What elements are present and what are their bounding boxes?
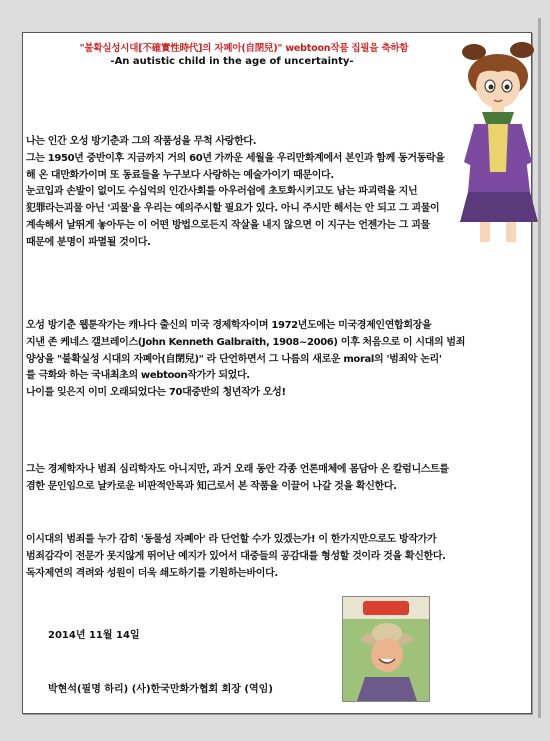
paragraph-line: 이시대의 범죄를 누가 감히 '동물성 자폐아' 라 단언할 수가 있겠는가! 이 한가지만으로도 방작가가 xyxy=(26,534,437,545)
paragraph-intro xyxy=(26,134,488,252)
paragraph-line: 독자제연의 격려와 성원이 더욱 쇄도하기를 기원하는바이다. xyxy=(26,567,278,579)
paragraph-line: 양상을 "불확실성 시대의 자폐아(自閉兒)" 라 단언하면서 그 나름의 새로운 moral의 '범죄악 논리' xyxy=(26,353,442,365)
page-title: "불확실성시대[不確實性時代]의 자폐아(自閉兒)" webtoon작품 집필을 축하함 xyxy=(79,43,409,54)
paragraph-line: 나이를 잊은지 이미 오래되었다는 70대중반의 청년작가 오성! xyxy=(26,387,286,399)
paragraph-line: 때문에 분명이 파멸될 것이다. xyxy=(26,236,151,248)
paragraph-closing xyxy=(26,532,488,582)
letter-signature: 박현석(필명 하리) (사)한국만화가협회 회장 (역임) xyxy=(48,684,273,695)
paragraph-line: 오성 방기춘 웹툰작가는 캐나다 출신의 미국 경제학자이며 1972년도에는 미국경제인연합회장을 xyxy=(26,320,432,331)
paragraph-columnist xyxy=(26,462,488,496)
paragraph-line: 지낸 존 케네스 갤브레이스(John Kenneth Galbraith, 1908~2006) 이후 처음으로 이 시대의 범죄 xyxy=(26,336,466,348)
author-photo xyxy=(342,596,430,702)
paragraph-line: 계속해서 날뛰게 놓아두는 이 어떤 방법으로든지 작살을 내지 않으면 이 지구는 언젠가는 그 괴물 xyxy=(26,219,430,231)
paragraph-author xyxy=(26,318,488,402)
paragraph-line: 범죄감각이 전문가 못지않게 뛰어난 예지가 있어서 대중들의 공감대를 형성할 것이라 것을 확신한다. xyxy=(26,550,446,562)
page-subtitle: -An autistic child in the age of uncertainty- xyxy=(110,56,354,67)
paragraph-line: 겸한 문인임으로 날카로운 비판적안목과 知己로서 본 작품을 이끌어 나갈 것을 확신한다. xyxy=(26,480,397,492)
paragraph-line: 해 온 대만화가이며 또 동료들을 누구보다 사랑하는 예술가이기 때문이다. xyxy=(26,169,334,181)
paragraph-line: 눈코입과 손발이 없이도 수십억의 인간사회를 아우러쉼에 초토화시키고도 남는 파괴력을 지닌 xyxy=(26,186,418,198)
paragraph-line: 그는 경제학자나 범죄 심리학자도 아니지만, 과거 오래 동안 각종 언론매체에 몸담아 온 칼럼니스트를 xyxy=(26,464,449,475)
paragraph-line: 나는 인간 오성 방기춘과 그의 작품성을 무척 사랑한다. xyxy=(26,136,257,147)
paragraph-line: 를 극화와 하는 국내최초의 webtoon작가가 되었다. xyxy=(26,370,250,382)
paragraph-line: 犯罪라는괴물 아닌 '괴물'을 우리는 예의주시할 필요가 있다. 아니 주시만 해서는 안 되고 그 괴물이 xyxy=(26,203,440,215)
paragraph-line: 그는 1950년 중반이후 지금까지 거의 60년 가까운 세월을 우리만화계에서 본인과 함께 동거동락을 xyxy=(26,152,445,164)
letter-date: 2014년 11월 14일 xyxy=(48,630,140,641)
